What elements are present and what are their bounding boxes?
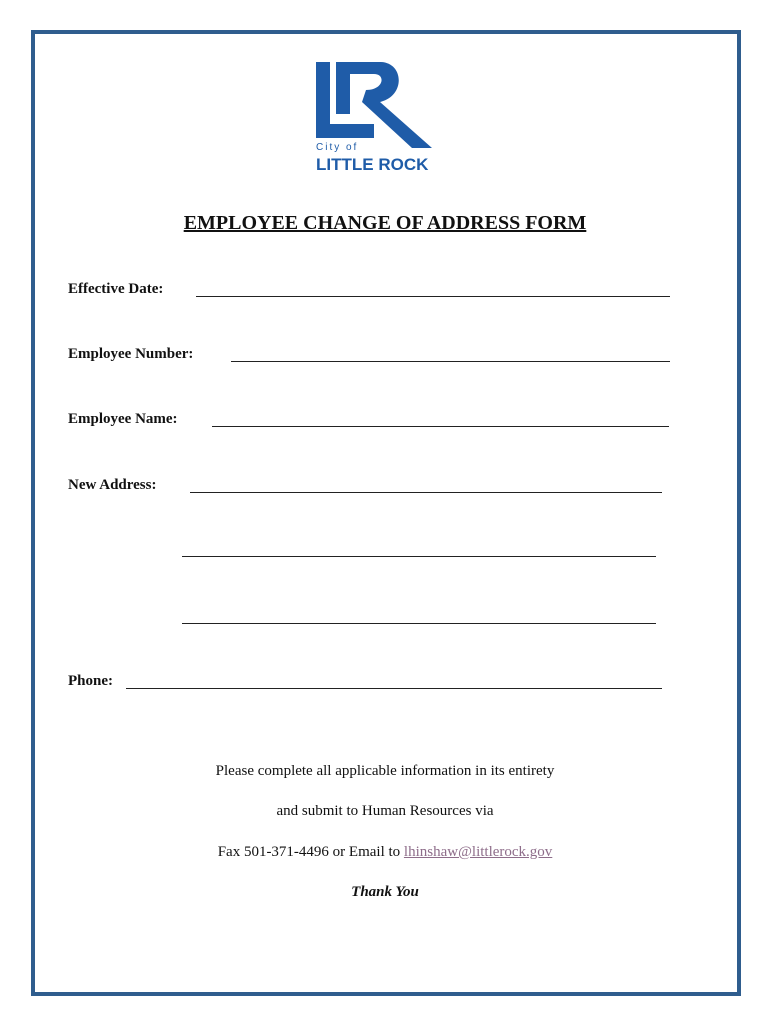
- phone-line[interactable]: [126, 688, 662, 689]
- phone-label: Phone:: [68, 673, 113, 689]
- new-address-line-1[interactable]: [190, 492, 662, 493]
- new-address-label: New Address:: [68, 477, 157, 493]
- new-address-line-2[interactable]: [182, 556, 656, 557]
- fax-text: Fax 501-371-4496 or Email to: [217, 844, 404, 860]
- form-title: EMPLOYEE CHANGE OF ADDRESS FORM: [183, 212, 587, 234]
- instruction-line-2: and submit to Human Resources via: [276, 803, 494, 819]
- new-address-line-3[interactable]: [182, 623, 656, 624]
- employee-number-line[interactable]: [231, 361, 670, 362]
- employee-name-label: Employee Name:: [68, 411, 178, 427]
- logo-small-text: City of: [316, 142, 359, 153]
- logo-big-text: LITTLE ROCK: [316, 155, 429, 174]
- effective-date-label: Effective Date:: [68, 281, 164, 297]
- instruction-line-3: [0, 844, 770, 861]
- employee-number-label: Employee Number:: [68, 346, 194, 362]
- email-link[interactable]: lhinshaw@littlerock.gov: [403, 844, 553, 860]
- effective-date-line[interactable]: [196, 296, 670, 297]
- employee-name-line[interactable]: [212, 426, 669, 427]
- thank-you-text: Thank You: [351, 884, 419, 900]
- instruction-line-1: Please complete all applicable information in its entirety: [215, 763, 555, 779]
